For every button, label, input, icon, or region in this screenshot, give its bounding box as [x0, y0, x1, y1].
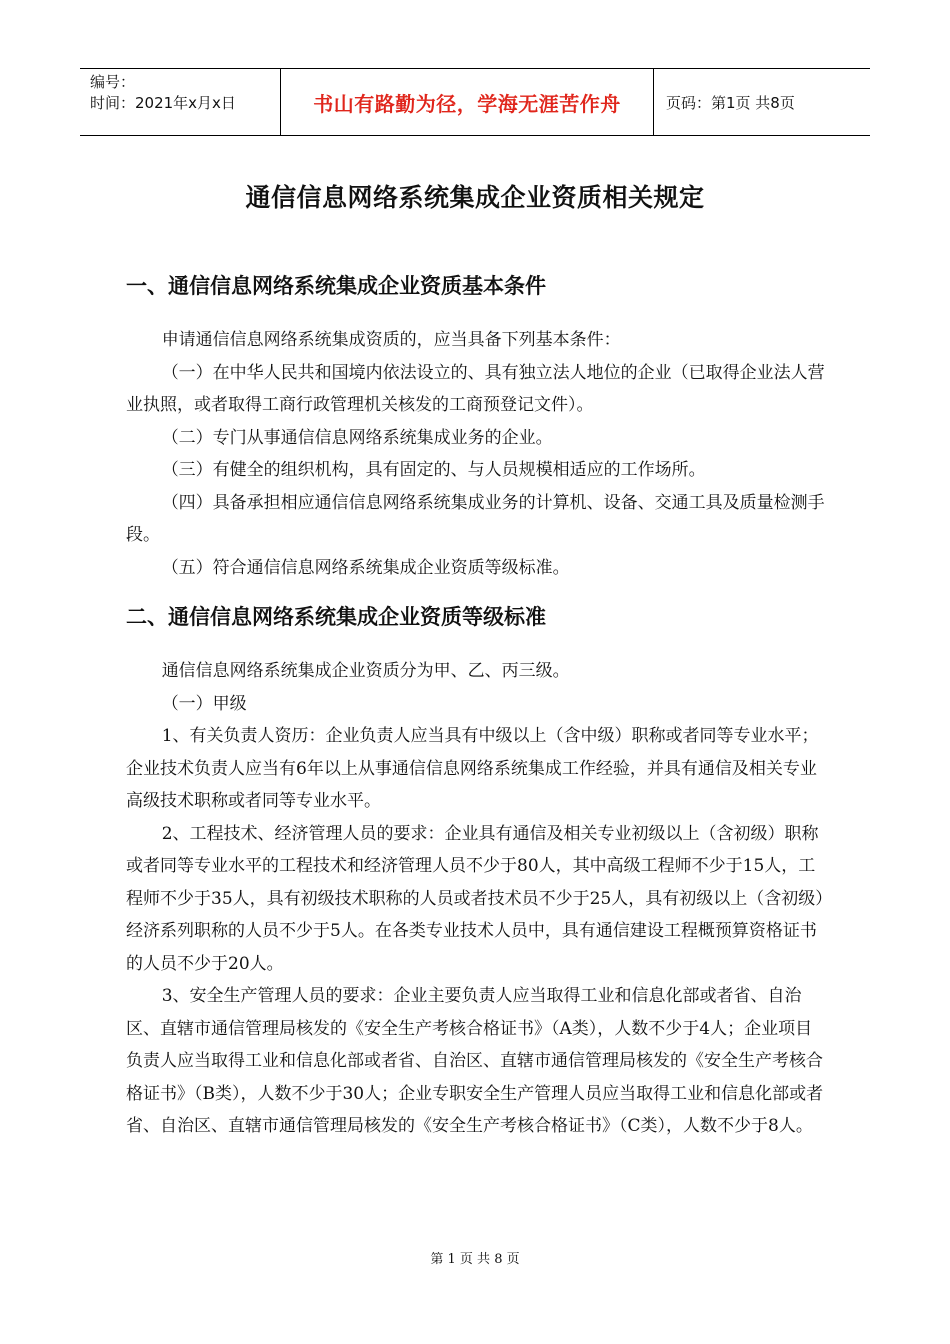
- paragraph: （一）在中华人民共和国境内依法设立的、具有独立法人地位的企业（已取得企业法人营业执照，或者取得工商行政管理机关核发的工商预登记文件）。: [126, 362, 825, 415]
- paragraph: （一）甲级: [161, 693, 247, 714]
- section-2-heading: 二、通信信息网络系统集成企业资质等级标准: [126, 605, 546, 629]
- header-table: [80, 68, 870, 136]
- document-number-label: 编号：: [90, 73, 136, 91]
- paragraph: 3、安全生产管理人员的要求：企业主要负责人应当取得工业和信息化部或者省、自治区、直辖市通信管理局核发的《安全生产考核合格证书》（A类），人数不少于4人；企业项目负责人应当取得工业和信息化部或者省、自治区、直辖市通信管理局核发的《安全生产考核合格证书》（B类），人数不少于30人；企业专职安全生产管理人员应当取得工业和信息化部或者省、自治区、直辖市通信管理局核发的《安全生产考核合格证书》（C类），人数不少于8人。: [126, 986, 824, 1136]
- page-footer: 第 1 页 共 8 页: [430, 1252, 520, 1267]
- paragraph: （四）具备承担相应通信信息网络系统集成业务的计算机、设备、交通工具及质量检测手段。: [126, 492, 825, 545]
- header-meta: [80, 69, 281, 135]
- section-2-body: [126, 655, 826, 1143]
- document-time: 时间：2021年x月x日: [90, 94, 236, 112]
- document-title: 通信信息网络系统集成企业资质相关规定: [245, 183, 705, 212]
- paragraph: 1、有关负责人资历：企业负责人应当具有中级以上（含中级）职称或者同等专业水平；企业技术负责人应当有6年以上从事通信信息网络系统集成工作经验，并具有通信及相关专业高级技术职称或者同等专业水平。: [126, 726, 819, 811]
- header-motto: 书山有路勤为径，学海无涯苦作舟: [281, 69, 654, 135]
- section-1-heading: 一、通信信息网络系统集成企业资质基本条件: [126, 274, 546, 298]
- paragraph: （五）符合通信信息网络系统集成企业资质等级标准。: [161, 557, 570, 578]
- paragraph: 2、工程技术、经济管理人员的要求：企业具有通信及相关专业初级以上（含初级）职称或者同等专业水平的工程技术和经济管理人员不少于80人，其中高级工程师不少于15人，工程师不少于35人，具有初级技术职称的人员或者技术员不少于25人，具有初级以上（含初级）经济系列职称的人员不少于5人。在各类专业技术人员中，具有通信建设工程概预算资格证书的人员不少于20人。: [126, 823, 824, 974]
- paragraph: 通信信息网络系统集成企业资质分为甲、乙、丙三级。: [161, 661, 570, 681]
- paragraph: （三）有健全的组织机构，具有固定的、与人员规模相适应的工作场所。: [161, 460, 706, 480]
- paragraph: 申请通信信息网络系统集成资质的，应当具备下列基本条件：: [161, 330, 621, 350]
- header-page-info: 页码：第1页 共8页: [666, 93, 795, 112]
- section-1-body: [126, 324, 826, 584]
- paragraph: （二）专门从事通信信息网络系统集成业务的企业。: [161, 427, 553, 448]
